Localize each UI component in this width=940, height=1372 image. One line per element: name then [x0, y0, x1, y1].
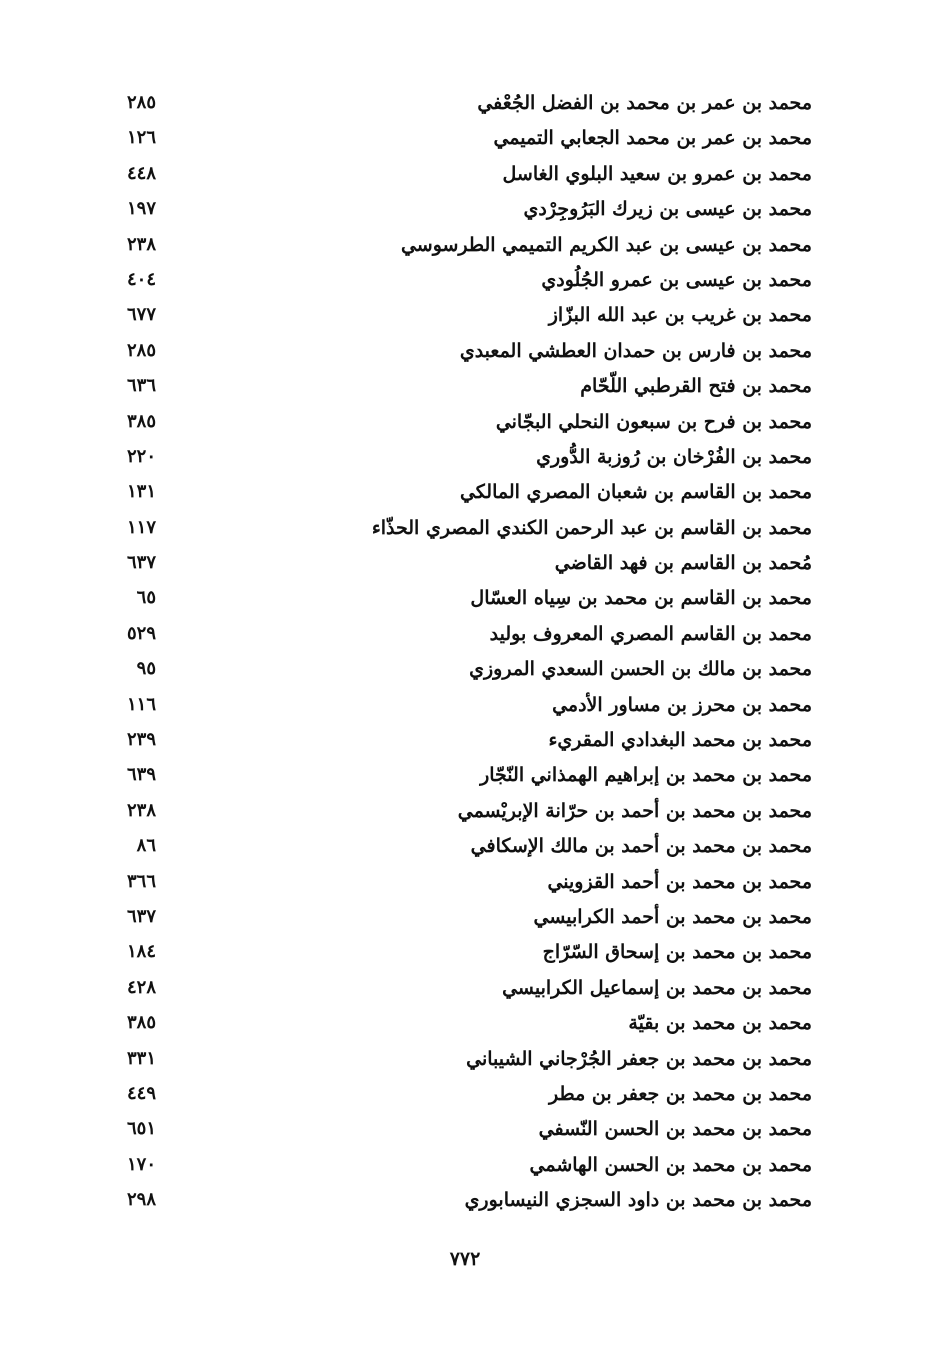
entry-page-number: ٣٨٥	[126, 410, 156, 432]
index-entry-list	[0, 86, 940, 1219]
index-entry	[0, 1112, 940, 1147]
entry-name: محمد بن محمد بن جعفر الجُرْجاني الشيباني	[466, 1047, 812, 1070]
index-entry	[0, 440, 940, 475]
entry-page-number: ٦٣٦	[126, 375, 156, 397]
entry-page-number: ٥٢٩	[126, 622, 156, 644]
index-entry	[0, 334, 940, 369]
entry-name: محمد بن فارس بن حمدان العطشي المعبدي	[459, 339, 812, 362]
entry-name: مُحمد بن القاسم بن فهد القاضي	[554, 552, 812, 575]
entry-name: محمد بن محمد بن إسحاق السّرّاج	[542, 941, 812, 964]
index-entry	[0, 688, 940, 723]
entry-name: محمد بن محمد بن بقيّة	[628, 1012, 812, 1035]
entry-page-number: ١١٧	[126, 516, 156, 538]
index-entry	[0, 1148, 940, 1183]
index-entry	[0, 865, 940, 900]
entry-page-number: ٢٨٥	[126, 339, 156, 361]
entry-name: محمد بن فرح بن سبعون النحلي البجّاني	[495, 410, 812, 433]
index-entry	[0, 652, 940, 687]
index-entry	[0, 86, 940, 121]
entry-page-number: ٢٢٠	[126, 445, 156, 467]
entry-page-number: ٦٣٩	[126, 764, 156, 786]
entry-page-number: ١٣١	[126, 481, 156, 503]
entry-page-number: ٩٥	[136, 658, 156, 680]
entry-page-number: ٦٣٧	[126, 905, 156, 927]
index-entry	[0, 475, 940, 510]
index-entry	[0, 298, 940, 333]
entry-name: محمد بن محمد بن أحمد بن مالك الإسكافي	[470, 835, 812, 858]
entry-name: محمد بن القاسم بن شعبان المصري المالكي	[459, 481, 812, 504]
entry-page-number: ٨٦	[136, 835, 156, 857]
entry-name: محمد بن عمر بن محمد بن الفضل الجُعْفي	[477, 92, 812, 114]
entry-name: محمد بن محمد بن الحسن النّسفي	[538, 1118, 812, 1141]
entry-page-number: ٣٨٥	[126, 1012, 156, 1034]
entry-name: محمد بن محمد بن أحمد بن حرّانة الإبريْسمي	[457, 799, 812, 822]
entry-name: محمد بن محمد بن أحمد الكرابيسي	[533, 905, 812, 928]
entry-name: محمد بن مالك بن الحسن السعدي المروزي	[469, 658, 812, 681]
entry-name: محمد بن القاسم بن محمد بن سِياه العسّال	[470, 587, 812, 610]
entry-page-number: ٣٦٦	[126, 870, 156, 892]
entry-name: محمد بن عيسى بن عمرو الجُلُودي	[541, 268, 812, 291]
entry-page-number: ٢٣٩	[126, 729, 156, 751]
index-entry	[0, 1077, 940, 1112]
index-entry	[0, 511, 940, 546]
index-entry	[0, 1006, 940, 1041]
entry-page-number: ٢٣٨	[126, 799, 156, 821]
index-entry	[0, 829, 940, 864]
entry-page-number: ٢٩٨	[126, 1189, 156, 1211]
entry-name: محمد بن محمد بن جعفر بن مطر	[549, 1082, 812, 1105]
index-entry	[0, 900, 940, 935]
entry-page-number: ٦٥	[136, 587, 156, 609]
entry-page-number: ٤٤٩	[126, 1082, 156, 1104]
entry-name: محمد بن القاسم بن عبد الرحمن الكندي المصري الحذّاء	[371, 516, 812, 539]
index-entry	[0, 121, 940, 156]
entry-name: محمد بن عيسى بن زيرك البَرُوجِرْدي	[523, 198, 812, 221]
index-entry	[0, 157, 940, 192]
entry-name: محمد بن عيسى بن عبد الكريم التميمي الطرسوسي	[400, 233, 812, 256]
entry-page-number: ٢٨٥	[126, 92, 156, 113]
entry-name: محمد بن محمد بن إسماعيل الكرابيسي	[502, 976, 812, 999]
index-entry	[0, 1183, 940, 1218]
entry-name: محمد بن محمد بن داود السجزي النيسابوري	[464, 1189, 812, 1212]
index-entry	[0, 369, 940, 404]
index-entry	[0, 263, 940, 298]
entry-page-number: ٦٥١	[126, 1118, 156, 1140]
entry-page-number: ٦٧٧	[126, 304, 156, 326]
index-entry	[0, 758, 940, 793]
index-entry	[0, 405, 940, 440]
index-entry	[0, 581, 940, 616]
index-entry	[0, 228, 940, 263]
entry-page-number: ٤٤٨	[126, 162, 156, 184]
entry-name: محمد بن فتح القرطبي اللّحّام	[580, 375, 812, 398]
entry-name: محمد بن غريب بن عبد الله البزّاز	[548, 304, 812, 327]
entry-page-number: ٦٣٧	[126, 552, 156, 574]
entry-page-number: ١١٦	[126, 693, 156, 715]
entry-name: محمد بن عمرو بن سعيد البلوي الغاسل	[502, 162, 812, 185]
index-entry	[0, 971, 940, 1006]
entry-page-number: ١٩٧	[126, 198, 156, 220]
entry-name: محمد بن القاسم المصري المعروف بوليد	[489, 622, 812, 645]
entry-page-number: ٤٢٨	[126, 976, 156, 998]
entry-page-number: ١٧٠	[126, 1153, 156, 1175]
index-entry	[0, 1042, 940, 1077]
entry-page-number: ١٨٤	[126, 941, 156, 963]
entry-page-number: ٢٣٨	[126, 233, 156, 255]
entry-name: محمد بن محمد بن الحسن الهاشمي	[529, 1153, 812, 1176]
entry-page-number: ٣٣١	[126, 1047, 156, 1069]
page-number: ٧٧٢	[449, 1248, 481, 1270]
index-entry	[0, 617, 940, 652]
index-entry	[0, 935, 940, 970]
index-entry	[0, 546, 940, 581]
index-entry	[0, 723, 940, 758]
index-entry	[0, 794, 940, 829]
entry-name: محمد بن الفُرْخان بن رُوزبة الدُّوري	[536, 445, 812, 468]
entry-name: محمد بن محرز بن مساور الأدمي	[552, 693, 812, 716]
entry-page-number: ٤٠٤	[126, 268, 156, 290]
index-entry	[0, 192, 940, 227]
entry-name: محمد بن محمد بن إبراهيم الهمذاني النّجّار	[480, 764, 812, 787]
entry-page-number: ١٢٦	[126, 127, 156, 149]
entry-name: محمد بن محمد البغدادي المقريء	[548, 729, 812, 752]
entry-name: محمد بن محمد بن أحمد القزويني	[547, 870, 812, 893]
entry-name: محمد بن عمر بن محمد الجعابي التميمي	[493, 127, 812, 150]
